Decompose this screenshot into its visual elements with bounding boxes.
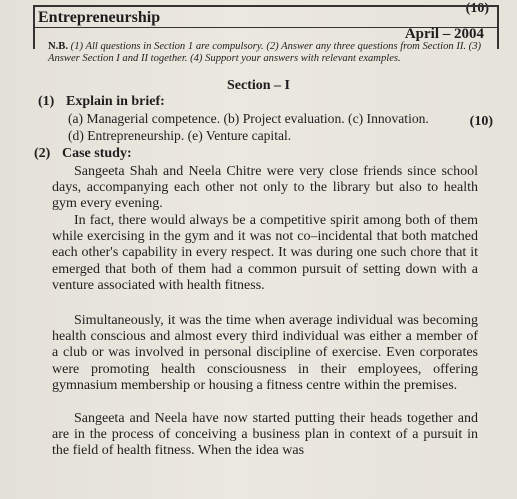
q1-line-2: (d) Entrepreneurship. (e) Venture capital. <box>68 128 292 143</box>
section-title: Section – I <box>227 78 290 93</box>
q1-title: Explain in brief: <box>66 94 165 109</box>
top-marks: (10) <box>465 1 489 16</box>
case-paragraph-2: In fact, there would always be a competitive spirit among both of them while exercising in the gym and it was not co–incidental that both matched each other's capability in every respect. It was during one such chore that it emerged that both of them had a common pursuit of setting down with a venture associated with health fitness. <box>52 213 478 293</box>
nb-label: N.B. <box>48 41 69 52</box>
case-paragraph-1: Sangeeta Shah and Neela Chitre were very close friends since school days, accompanying each other not only to the library but also to health gym every evening. <box>52 164 478 212</box>
instructions <box>48 41 494 65</box>
case-paragraph-4: Sangeeta and Neela have now started putting their heads together and are in the process of conceiving a business plan in context of a pursuit in the field of health fitness. When the idea was <box>52 411 478 459</box>
q1-marks: (10) <box>469 114 493 129</box>
case-paragraph-3: Simultaneously, it was the time when average individual was becoming health conscious and almost every third individual was either a member of a club or was involved in personal discipline of exercise. Even corporates were promoting health consciousness in their employees, offering gymnasium membership or housing a fitness centre within the premises. <box>52 313 478 393</box>
q2-number: (2) <box>34 146 51 161</box>
nb-text: (1) All questions in Section 1 are compulsory. (2) Answer any three questions from Section II. (3) Answer Section I and II together. (4) Support your answers with relevant examples. <box>48 41 482 64</box>
q2-title: Case study: <box>62 146 132 161</box>
subject-title: Entrepreneurship <box>38 9 161 26</box>
q1-number: (1) <box>38 94 55 109</box>
q1-line-1: (a) Managerial competence. (b) Project evaluation. (c) Innovation. <box>68 111 429 126</box>
exam-date: April – 2004 <box>404 26 484 42</box>
